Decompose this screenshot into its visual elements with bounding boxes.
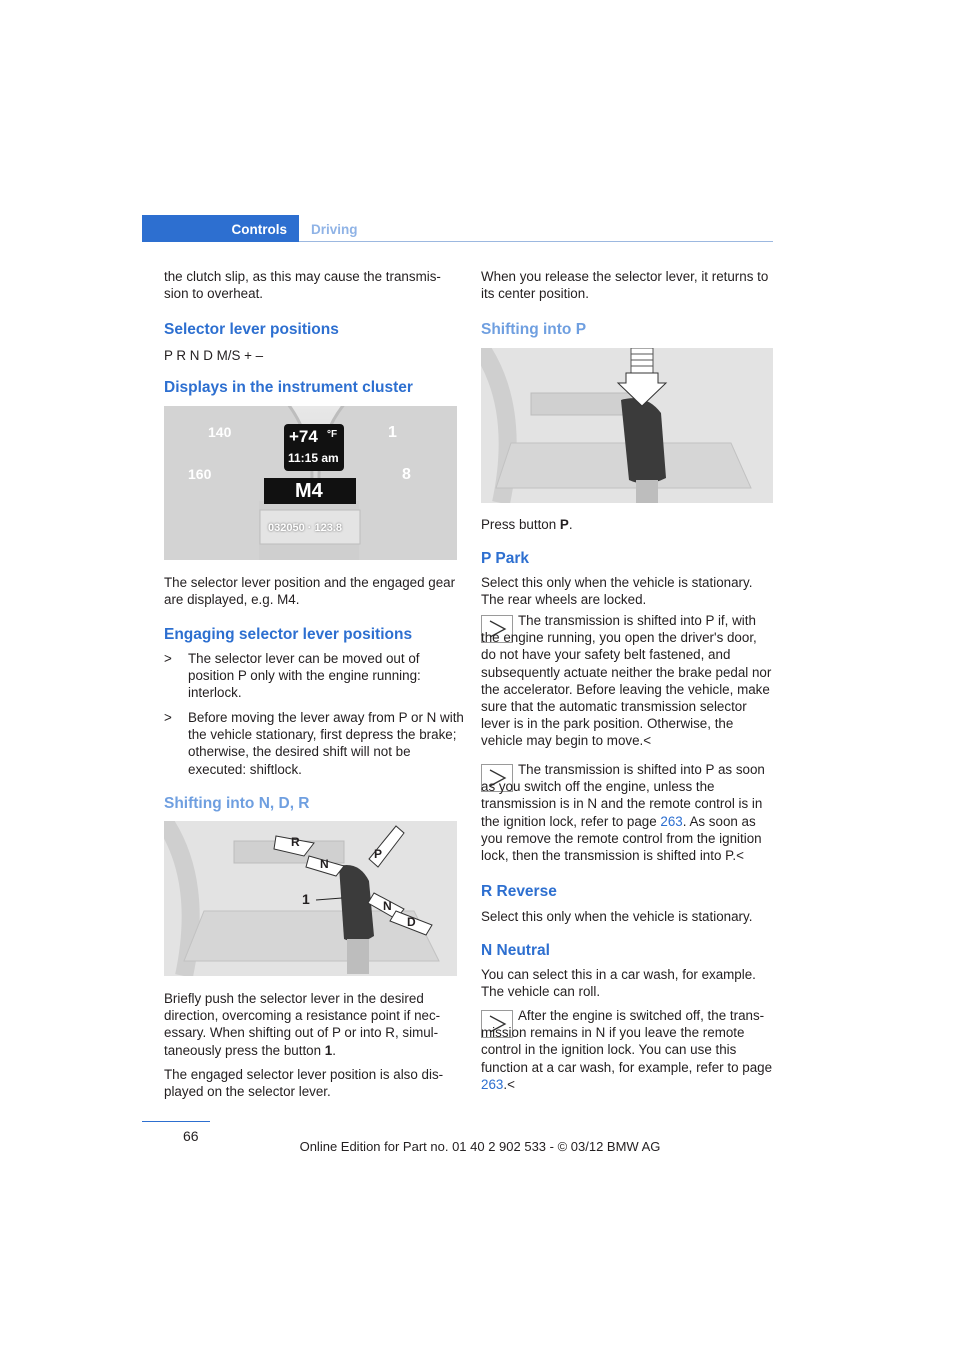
warning-engine-off-text: The transmission is shifted into P as soon as you switch off the engine, unless the transmission is in N and the remote control is in the ignition lock, refer to page xyxy=(481,762,765,829)
warning-engine-off-text-end: . As soon as you remove the remote control from the ignition lock, then the transmission is shifted into P. xyxy=(481,813,762,864)
warning-auto-park-text: The transmission is shifted into P if, with the engine running, you open the driver's door, do not have your safety belt fastened, and subsequently actuate neither the brake pedal nor the accelerator. Before leaving the vehicle, make sure that the automatic transmission selector lever is in the park position. Otherwise, the vehicle may begin to move. xyxy=(481,613,772,749)
heading-displays-instrument-cluster: Displays in the instrument cluster xyxy=(164,379,413,396)
press-text-end: . xyxy=(568,517,573,532)
shifting-into-p-image xyxy=(481,348,773,503)
reverse-text: Select this only when the vehicle is stationary. xyxy=(481,909,753,924)
header-rule xyxy=(299,241,773,242)
cluster-odometer: 032050 · 123.8 xyxy=(268,522,343,534)
positions-list: P R N D M/S + – xyxy=(164,348,264,363)
warning-engine-off xyxy=(481,761,773,864)
warning-neutral-text-end: . xyxy=(503,1076,508,1092)
end-mark: < xyxy=(643,733,652,749)
bullet-marker: > xyxy=(164,651,172,666)
cluster-temperature-unit: °F xyxy=(327,429,338,440)
press-button-p xyxy=(481,516,573,533)
heading-n-neutral: N Neutral xyxy=(481,942,550,959)
heading-shifting-into-ndr: Shifting into N, D, R xyxy=(164,795,310,812)
page-link-263[interactable]: 263 xyxy=(481,1076,504,1092)
callout-1: 1 xyxy=(302,891,310,907)
cluster-temperature: +74 xyxy=(289,427,318,446)
cluster-rpm-1: 1 xyxy=(388,424,397,441)
cluster-speed-140: 140 xyxy=(208,424,232,440)
heading-selector-lever-positions: Selector lever positions xyxy=(164,321,339,338)
bullet-text: Before moving the lever away from P or N with the vehicle stationary, first depress the brake; otherwise, the desired shift will not be executed: shiftlock. xyxy=(188,710,464,777)
push-text-end: . xyxy=(332,1042,336,1058)
instrument-cluster-image xyxy=(164,406,457,560)
bullet-text: The selector lever can be moved out of position P only with the engine running: interlock. xyxy=(188,651,421,701)
press-text: Press button xyxy=(481,517,560,532)
warning-auto-park xyxy=(481,612,773,750)
selector-lever-ndr-image xyxy=(164,821,457,976)
push-button-ref: 1 xyxy=(324,1042,333,1058)
neutral-text: You can select this in a car wash, for example. The vehicle can roll. xyxy=(481,967,756,1000)
push-instructions xyxy=(164,990,464,1059)
intro-text: the clutch slip, as this may cause the transmis- sion to overheat. xyxy=(164,269,441,302)
page-link-263[interactable]: 263 xyxy=(660,813,683,829)
label-n-lower: N xyxy=(383,899,392,913)
heading-shifting-into-p: Shifting into P xyxy=(481,321,587,338)
release-text: When you release the selector lever, it returns to its center position. xyxy=(481,269,769,302)
cluster-speed-160: 160 xyxy=(188,466,212,482)
heading-r-reverse: R Reverse xyxy=(481,883,557,900)
heading-engaging-selector-lever: Engaging selector lever positions xyxy=(164,626,413,643)
push-text: Briefly push the selector lever in the desired direction, overcoming a resistance point if nec-essary. When shifting out of P or into R, simul-taneously press the button xyxy=(164,991,441,1058)
bullet-marker: > xyxy=(164,710,172,725)
label-d: D xyxy=(407,915,416,929)
park-text: Select this only when the vehicle is stationary. The rear wheels are locked. xyxy=(481,575,753,608)
label-p: P xyxy=(374,847,383,861)
end-mark: < xyxy=(507,1076,515,1092)
warning-neutral-text: After the engine is switched off, the trans-mission remains in N if you leave the remote control in the ignition lock. You can use this function at a car wash, for example, refer to page xyxy=(481,1008,773,1075)
label-n-upper: N xyxy=(320,857,329,871)
shifting-into-p-drawing xyxy=(481,348,773,503)
header-tab-controls[interactable]: Controls xyxy=(231,222,287,237)
header-tab-driving[interactable]: Driving xyxy=(311,222,358,237)
end-mark: < xyxy=(736,848,744,864)
selector-lever-ndr-drawing xyxy=(164,821,457,976)
warning-neutral-car-wash xyxy=(481,1007,773,1093)
label-r: R xyxy=(291,835,300,849)
engaged-position-text: The engaged selector lever position is also dis-played on the selector lever. xyxy=(164,1067,444,1100)
cluster-time: 11:15 am xyxy=(288,451,339,465)
footer-rule xyxy=(142,1121,210,1122)
press-button-ref: P xyxy=(559,517,569,532)
edition-footer: Online Edition for Part no. 01 40 2 902 533 - © 03/12 BMW AG xyxy=(299,1139,661,1154)
displays-description: The selector lever position and the engaged gear are displayed, e.g. M4. xyxy=(164,575,456,608)
page-number: 66 xyxy=(183,1128,199,1144)
heading-p-park: P Park xyxy=(481,550,529,567)
cluster-rpm-8: 8 xyxy=(402,466,411,483)
cluster-gear-display: M4 xyxy=(295,480,323,502)
